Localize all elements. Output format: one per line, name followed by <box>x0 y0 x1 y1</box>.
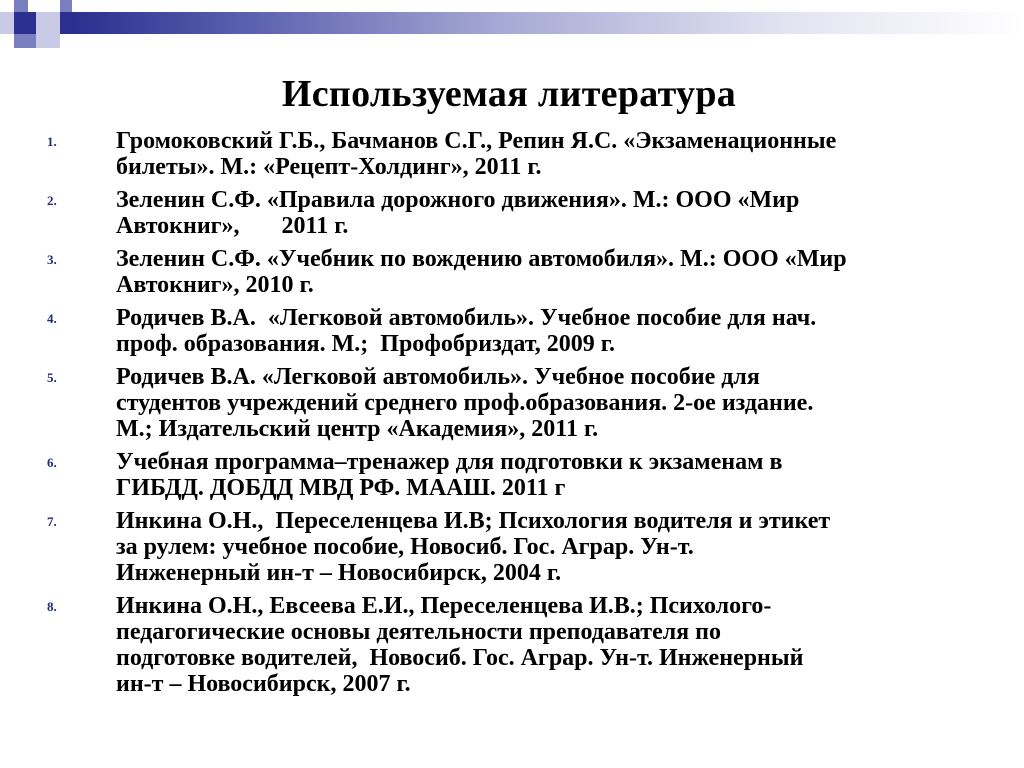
decor-square <box>14 12 36 34</box>
reference-item <box>0 593 1024 697</box>
reference-item <box>0 508 1024 586</box>
reference-number: 3. <box>47 252 57 267</box>
slide-title: Используемая литература <box>281 73 737 115</box>
reference-text: Зеленин С.Ф. «Правила дорожного движения». М.: ООО «Мир Автокниг», 2011 г. <box>116 187 800 239</box>
reference-text: Родичев В.А. «Легковой автомобиль». Учебное пособие для нач. проф. образования. М.; Профобриздат, 2009 г. <box>116 305 817 357</box>
reference-text: Учебная программа–тренажер для подготовки к экзаменам в ГИБДД. ДОБДД МВД РФ. МААШ. 2011 г <box>116 449 783 501</box>
reference-number: 5. <box>47 370 57 385</box>
reference-text: Родичев В.А. «Легковой автомобиль». Учебное пособие для студентов учреждений среднего проф.образования. 2-ое издание. М.; Издательский центр «Академия», 2011 г. <box>116 364 814 442</box>
decor-square <box>36 12 60 34</box>
reference-number: 4. <box>47 311 57 326</box>
reference-item <box>0 449 1024 501</box>
reference-number: 2. <box>47 193 57 208</box>
reference-text: Инкина О.Н., Переселенцева И.В; Психология водителя и этикет за рулем: учебное пособие, Новосиб. Гос. Аграр. Ун-т. Инженерный ин-т – Новосибирск, 2004 г. <box>116 508 831 586</box>
reference-item <box>0 364 1024 442</box>
reference-text: Громоковский Г.Б., Бачманов С.Г., Репин Я.С. «Экзаменационные билеты». М.: «Рецепт-Холдинг», 2011 г. <box>116 128 837 180</box>
reference-number: 6. <box>47 455 57 470</box>
reference-item <box>0 187 1024 239</box>
reference-number: 7. <box>47 514 57 529</box>
decor-square <box>0 12 14 34</box>
decor-square <box>60 0 72 12</box>
header-decoration <box>0 0 1024 60</box>
reference-number: 8. <box>47 599 57 614</box>
reference-text: Зеленин С.Ф. «Учебник по вождению автомобиля». М.: ООО «Мир Автокниг», 2010 г. <box>116 246 847 298</box>
decor-square <box>14 0 28 12</box>
decor-square <box>60 12 72 34</box>
reference-text: Инкина О.Н., Евсеева Е.И., Переселенцева И.В.; Психолого- педагогические основы деятельности преподавателя по подготовке водителей, Новосиб. Гос. Аграр. Ун-т. Инженерный ин-т – Новосибирск, 2007 г. <box>116 593 804 697</box>
reference-item <box>0 305 1024 357</box>
decor-square <box>14 34 36 48</box>
reference-number: 1. <box>47 134 57 149</box>
reference-list <box>0 128 1024 704</box>
reference-item <box>0 246 1024 298</box>
header-gradient-bar <box>72 12 1024 34</box>
decor-square <box>36 34 60 48</box>
reference-item <box>0 128 1024 180</box>
